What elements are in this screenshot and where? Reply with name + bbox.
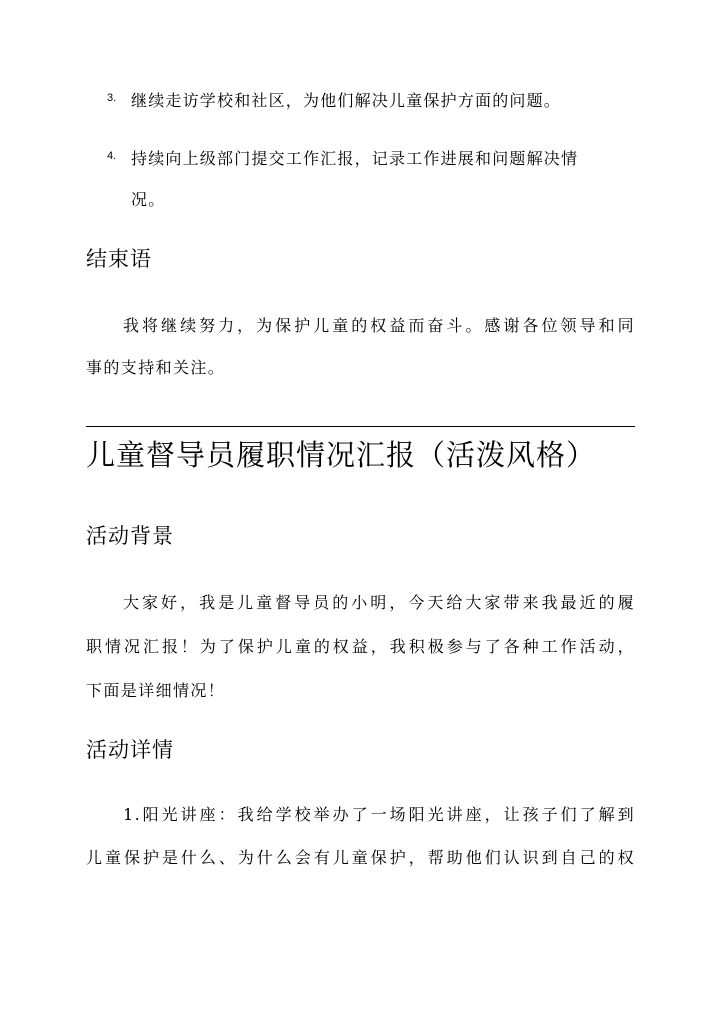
list-number-4: 4. [107, 150, 117, 162]
details-heading: 活动详情 [86, 738, 174, 762]
background-paragraph-line3: 下面是详细情况！ [86, 681, 226, 700]
closing-heading: 结束语 [86, 247, 152, 271]
list-number-3: 3. [107, 92, 117, 104]
list-item-4-text-line1: 持续向上级部门提交工作汇报，记录工作进展和问题解决情 [131, 149, 579, 168]
list-item-3-text: 继续走访学校和社区，为他们解决儿童保护方面的问题。 [131, 91, 562, 110]
list-item-4-text-line2: 况。 [131, 190, 166, 209]
closing-paragraph-line1: 我将继续努力，为保护儿童的权益而奋斗。感谢各位领导和同 [123, 316, 635, 335]
section-divider [86, 426, 635, 427]
background-heading: 活动背景 [86, 524, 174, 548]
closing-paragraph-line2: 事的支持和关注。 [86, 358, 226, 377]
background-paragraph-line2: 职情况汇报！为了保护儿童的权益，我积极参与了各种工作活动， [86, 637, 635, 656]
background-paragraph-line1: 大家好，我是儿童督导员的小明，今天给大家带来我最近的履 [123, 593, 635, 612]
details-paragraph-line2: 儿童保护是什么、为什么会有儿童保护，帮助他们认识到自己的权 [86, 848, 635, 867]
section-title: 儿童督导员履职情况汇报（活泼风格） [86, 438, 597, 472]
details-paragraph-line1: 1.阳光讲座：我给学校举办了一场阳光讲座，让孩子们了解到 [123, 805, 635, 824]
